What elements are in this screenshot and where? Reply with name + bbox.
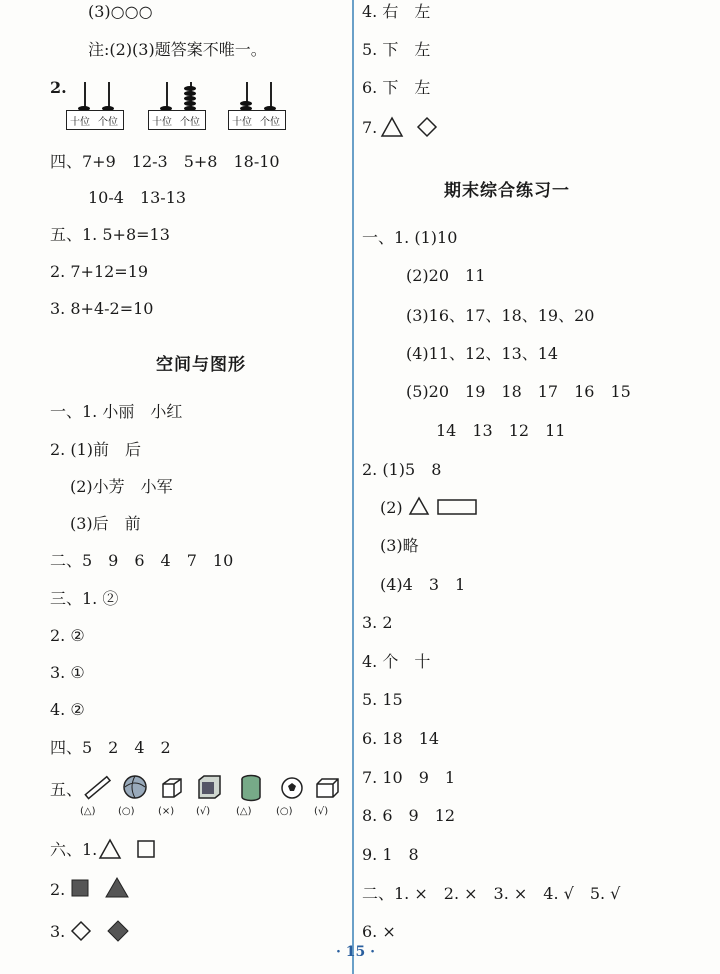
cylinder-icon xyxy=(240,774,262,802)
shape-mark: (△) xyxy=(236,806,252,817)
answer-line: 二、1. × 2. × 3. × 4. √ 5. √ xyxy=(362,884,621,903)
soccer-ball-icon xyxy=(280,776,304,800)
note-line: 注:(2)(3)题答案不唯一。 xyxy=(88,40,267,59)
question-label: (2) xyxy=(380,498,403,517)
shape-mark: (○) xyxy=(276,806,293,817)
column-divider xyxy=(352,0,354,974)
answer-line: (4)4 3 1 xyxy=(380,575,466,594)
answer-line: 三、1. ② xyxy=(50,589,119,608)
answer-line: (4)11、12、13、14 xyxy=(406,344,559,363)
cube-icon xyxy=(160,776,184,800)
diamond-outline-icon xyxy=(70,920,92,942)
answer-line: 14 13 12 11 xyxy=(436,421,566,440)
ball-icon xyxy=(122,774,148,800)
square-filled-icon xyxy=(70,878,90,898)
shape-mark: (√) xyxy=(314,806,329,817)
answer-line: 6. × xyxy=(362,922,396,941)
box-icon xyxy=(196,774,222,800)
answer-line: 2. 7+12=19 xyxy=(50,262,149,281)
answer-line: 8. 6 9 12 xyxy=(362,806,456,825)
answer-line: 2. (1)前 后 xyxy=(50,440,142,459)
answer-line: 二、5 9 6 4 7 10 xyxy=(50,551,234,570)
answer-line: (3)略 xyxy=(380,536,419,555)
diamond-outline-icon xyxy=(416,116,438,138)
question-label: 7. xyxy=(362,118,378,137)
answer-line: 四、5 2 4 2 xyxy=(50,738,171,757)
answer-line: 3. 2 xyxy=(362,613,393,632)
answer-line: (3)16、17、18、19、20 xyxy=(406,306,595,325)
shape-mark: (√) xyxy=(196,806,211,817)
diamond-filled-icon xyxy=(106,919,130,943)
left-column xyxy=(0,0,352,974)
answer-line: 7. 10 9 1 xyxy=(362,768,456,787)
question-label: 六、1. xyxy=(50,840,98,859)
right-column xyxy=(358,0,720,974)
question-number: 2. xyxy=(50,78,67,97)
answer-line: (2)20 11 xyxy=(406,266,486,285)
answer-line: 2. (1)5 8 xyxy=(362,460,442,479)
answer-line: 4. ② xyxy=(50,700,85,719)
answer-line: (3)○○○ xyxy=(88,2,153,21)
page-number: · 15 · xyxy=(336,944,375,960)
answer-line: 四、7+9 12-3 5+8 18-10 xyxy=(50,152,280,171)
answer-line: 3. ① xyxy=(50,663,85,682)
abacus-1: 十位 个位 xyxy=(66,82,126,132)
section-title: 期末综合练习一 xyxy=(444,181,570,201)
answer-line: 4. 右 左 xyxy=(362,2,431,21)
answer-line: (2)小芳 小军 xyxy=(70,477,173,496)
answer-line: (5)20 19 18 17 16 15 xyxy=(406,382,631,401)
answer-line: 5. 下 左 xyxy=(362,40,431,59)
question-label: 2. xyxy=(50,880,66,899)
triangle-outline-icon xyxy=(98,838,122,860)
answer-line: 10-4 13-13 xyxy=(88,188,187,207)
answer-line: 4. 个 十 xyxy=(362,652,431,671)
shape-mark: (○) xyxy=(118,806,135,817)
answer-line: 2. ② xyxy=(50,626,85,645)
triangle-outline-icon xyxy=(408,496,430,516)
answer-line: 一、1. 小丽 小红 xyxy=(50,402,183,421)
abacus-2: 十位 个位 xyxy=(148,82,208,132)
pencil-icon xyxy=(82,774,112,802)
square-outline-icon xyxy=(136,839,156,859)
answer-line: 3. 8+4-2=10 xyxy=(50,299,154,318)
answer-line: 一、1. (1)10 xyxy=(362,228,458,247)
question-label: 3. xyxy=(50,922,66,941)
shape-mark: (△) xyxy=(80,806,96,817)
cuboid-icon xyxy=(314,776,340,800)
answer-line: 五、1. 5+8=13 xyxy=(50,225,170,244)
section-title: 空间与图形 xyxy=(156,355,246,375)
rectangle-outline-icon xyxy=(436,498,478,516)
shape-mark: (×) xyxy=(158,806,175,817)
triangle-filled-icon xyxy=(104,876,130,900)
triangle-outline-icon xyxy=(380,116,404,138)
abacus-3: 十位 个位 xyxy=(228,82,288,132)
answer-line: 6. 18 14 xyxy=(362,729,440,748)
answer-line: 9. 1 8 xyxy=(362,845,419,864)
answer-line: (3)后 前 xyxy=(70,514,141,533)
answer-line: 6. 下 左 xyxy=(362,78,431,97)
answer-line: 5. 15 xyxy=(362,690,403,709)
question-label: 五、 xyxy=(50,780,83,799)
